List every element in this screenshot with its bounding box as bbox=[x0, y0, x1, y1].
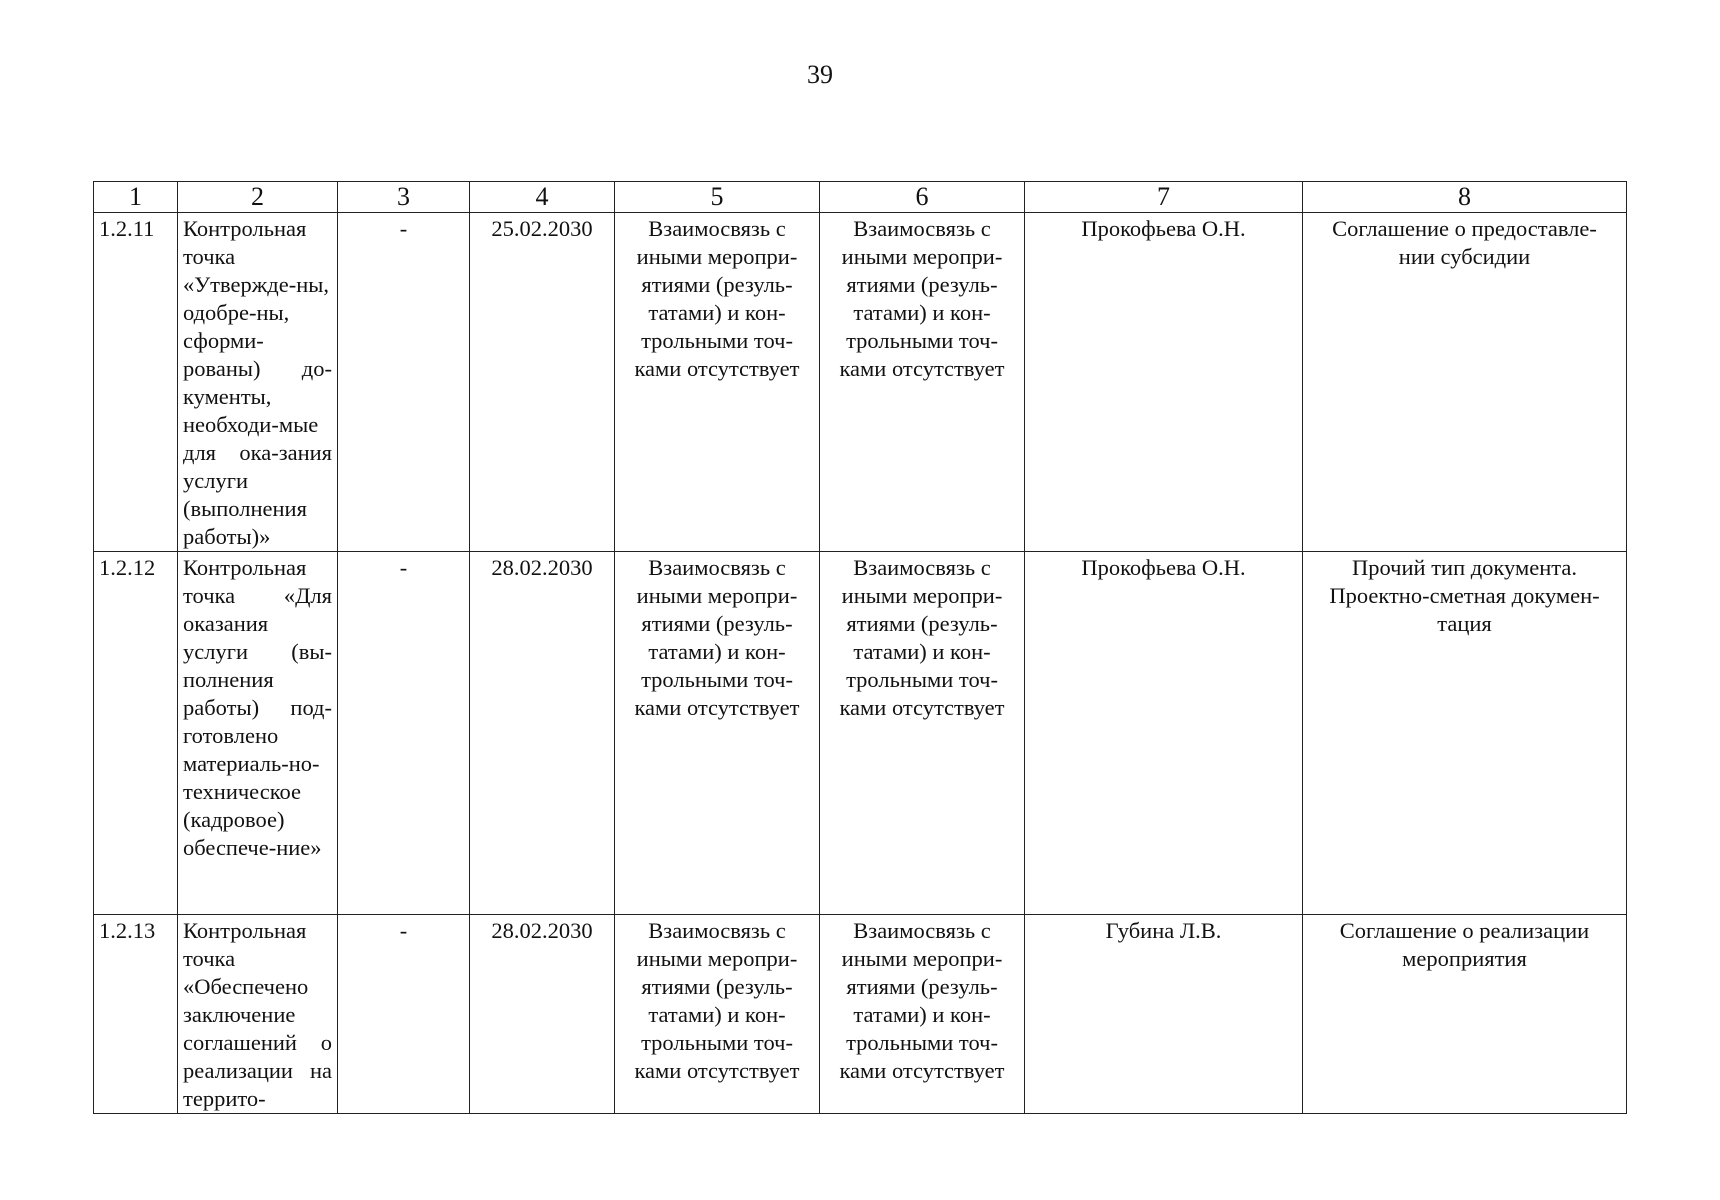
relation-cell-5: Взаимосвязь с иными меропри- ятиями (резуль- татами) и кон- трольными точ- ками отсутствует bbox=[615, 552, 820, 915]
column-3-value: - bbox=[338, 915, 470, 1114]
control-points-table bbox=[93, 181, 1627, 1114]
column-header-1: 1 bbox=[94, 182, 178, 213]
page-number: 39 bbox=[807, 60, 833, 89]
control-point-name: Контрольная точка «Для оказания услуги (вы-полнения работы) под-готовлено материаль-но-техническое (кадровое) обеспече-ние» bbox=[178, 552, 338, 915]
column-3-value: - bbox=[338, 213, 470, 552]
control-point-name: Контрольная точка «Обеспечено заключение соглашений о реализации на террито- bbox=[178, 915, 338, 1114]
document-type: Соглашение о реализации мероприятия bbox=[1303, 915, 1627, 1114]
column-3-value: - bbox=[338, 552, 470, 915]
column-header-2: 2 bbox=[178, 182, 338, 213]
relation-cell-5: Взаимосвязь с иными меропри- ятиями (резуль- татами) и кон- трольными точ- ками отсутствует bbox=[615, 915, 820, 1114]
column-header-8: 8 bbox=[1303, 182, 1627, 213]
document-type: Соглашение о предоставле- нии субсидии bbox=[1303, 213, 1627, 552]
responsible-person: Прокофьева О.Н. bbox=[1025, 213, 1303, 552]
column-header-7: 7 bbox=[1025, 182, 1303, 213]
relation-cell-6: Взаимосвязь с иными меропри- ятиями (резуль- татами) и кон- трольными точ- ками отсутствует bbox=[820, 915, 1025, 1114]
due-date: 28.02.2030 bbox=[470, 915, 615, 1114]
row-number: 1.2.11 bbox=[94, 213, 178, 552]
responsible-person: Прокофьева О.Н. bbox=[1025, 552, 1303, 915]
table-row bbox=[94, 915, 1627, 1114]
row-number: 1.2.13 bbox=[94, 915, 178, 1114]
due-date: 25.02.2030 bbox=[470, 213, 615, 552]
table-row bbox=[94, 213, 1627, 552]
control-point-name: Контрольная точка «Утвержде-ны, одобре-ны, сформи-рованы) до-кументы, необходи-мые для ока-зания услуги (выполнения работы)» bbox=[178, 213, 338, 552]
relation-cell-6: Взаимосвязь с иными меропри- ятиями (резуль- татами) и кон- трольными точ- ками отсутствует bbox=[820, 552, 1025, 915]
document-type: Прочий тип документа. Проектно-сметная докумен- тация bbox=[1303, 552, 1627, 915]
due-date: 28.02.2030 bbox=[470, 552, 615, 915]
relation-cell-5: Взаимосвязь с иными меропри- ятиями (резуль- татами) и кон- трольными точ- ками отсутствует bbox=[615, 213, 820, 552]
column-header-3: 3 bbox=[338, 182, 470, 213]
relation-cell-6: Взаимосвязь с иными меропри- ятиями (резуль- татами) и кон- трольными точ- ками отсутствует bbox=[820, 213, 1025, 552]
column-header-5: 5 bbox=[615, 182, 820, 213]
row-number: 1.2.12 bbox=[94, 552, 178, 915]
column-header-4: 4 bbox=[470, 182, 615, 213]
column-header-6: 6 bbox=[820, 182, 1025, 213]
header-row bbox=[94, 182, 1627, 213]
responsible-person: Губина Л.В. bbox=[1025, 915, 1303, 1114]
table-row bbox=[94, 552, 1627, 915]
